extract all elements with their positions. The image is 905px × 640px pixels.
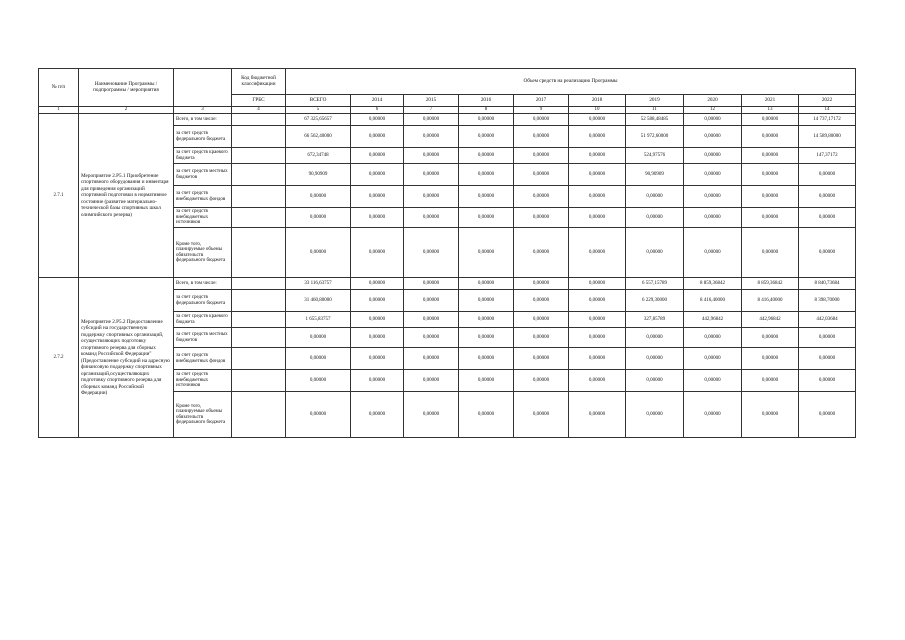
year-value: 0,00000 xyxy=(459,328,514,348)
header-volume: Объем средств на реализацию Программы xyxy=(286,69,856,95)
year-value: 0,00000 xyxy=(684,328,742,348)
grbs-cell xyxy=(232,126,286,148)
year-value: 0,00000 xyxy=(684,208,742,228)
year-value: 90,90909 xyxy=(626,164,684,186)
column-number: 3 xyxy=(174,107,232,114)
year-value: 0,00000 xyxy=(459,278,514,290)
year-value: 0,00000 xyxy=(514,126,569,148)
year-value: 52 588,48485 xyxy=(626,114,684,126)
total-value: 0,00000 xyxy=(286,186,351,208)
year-value: 0,00000 xyxy=(404,278,459,290)
year-value: 0,00000 xyxy=(514,186,569,208)
year-value: 0,00000 xyxy=(351,186,404,208)
funding-source-label: Кроме того, планируемые объемы обязательств федерального бюджета xyxy=(174,228,232,278)
header-num: № п/п xyxy=(39,69,79,107)
year-value: 0,00000 xyxy=(684,114,742,126)
grbs-cell xyxy=(232,278,286,290)
year-value: 8 840,73684 xyxy=(799,278,856,290)
year-value: 442,03684 xyxy=(799,312,856,328)
year-value: 0,00000 xyxy=(351,348,404,370)
grbs-cell xyxy=(232,164,286,186)
header-year: 2018 xyxy=(569,95,626,107)
column-number: 12 xyxy=(684,107,742,114)
year-value: 0,00000 xyxy=(569,290,626,312)
year-value: 0,00000 xyxy=(569,208,626,228)
year-value: 0,00000 xyxy=(626,208,684,228)
grbs-cell xyxy=(232,328,286,348)
year-value: 0,00000 xyxy=(459,164,514,186)
funding-source-label: за счет средств внебюджетных фондов xyxy=(174,186,232,208)
year-value: 0,00000 xyxy=(514,208,569,228)
grbs-cell xyxy=(232,114,286,126)
year-value: 0,00000 xyxy=(351,328,404,348)
year-value: 147,37172 xyxy=(799,148,856,164)
column-number: 10 xyxy=(569,107,626,114)
header-year: 2019 xyxy=(626,95,684,107)
year-value: 14 737,17172 xyxy=(799,114,856,126)
year-value: 0,00000 xyxy=(684,148,742,164)
column-number: 14 xyxy=(799,107,856,114)
total-value: 31 460,80000 xyxy=(286,290,351,312)
year-value: 0,00000 xyxy=(569,228,626,278)
year-value: 0,00000 xyxy=(351,208,404,228)
year-value: 0,00000 xyxy=(742,148,799,164)
year-value: 0,00000 xyxy=(514,278,569,290)
header-code: Код бюджетной классификации xyxy=(232,69,286,95)
header-year: 2021 xyxy=(742,95,799,107)
grbs-cell xyxy=(232,312,286,328)
year-value: 327,85789 xyxy=(626,312,684,328)
funding-source-label: за счет средств федерального бюджета xyxy=(174,290,232,312)
year-value: 0,00000 xyxy=(404,348,459,370)
table-row xyxy=(39,114,856,126)
year-value: 0,00000 xyxy=(799,208,856,228)
year-value: 0,00000 xyxy=(799,164,856,186)
total-value: 0,00000 xyxy=(286,228,351,278)
year-value: 0,00000 xyxy=(569,186,626,208)
year-value: 0,00000 xyxy=(351,370,404,392)
total-value: 0,00000 xyxy=(286,392,351,438)
grbs-cell xyxy=(232,348,286,370)
year-value: 8 416,40000 xyxy=(684,290,742,312)
year-value: 8 398,70000 xyxy=(799,290,856,312)
year-value: 0,00000 xyxy=(351,114,404,126)
total-value: 90,90909 xyxy=(286,164,351,186)
year-value: 0,00000 xyxy=(742,126,799,148)
column-number: 2 xyxy=(79,107,174,114)
funding-source-label: за счет средств внебюджетных источников xyxy=(174,208,232,228)
year-value: 0,00000 xyxy=(404,208,459,228)
year-value: 0,00000 xyxy=(742,186,799,208)
year-value: 0,00000 xyxy=(459,114,514,126)
grbs-cell xyxy=(232,148,286,164)
table-body xyxy=(39,114,856,438)
total-value: 33 116,63757 xyxy=(286,278,351,290)
year-value: 0,00000 xyxy=(626,348,684,370)
year-value: 524,97576 xyxy=(626,148,684,164)
column-number: 9 xyxy=(514,107,569,114)
year-value: 0,00000 xyxy=(684,186,742,208)
funding-source-label: за счет средств местных бюджетов xyxy=(174,328,232,348)
funding-source-label: Всего, в том числе: xyxy=(174,278,232,290)
year-value: 0,00000 xyxy=(351,164,404,186)
column-number: 11 xyxy=(626,107,684,114)
year-value: 0,00000 xyxy=(626,228,684,278)
year-value: 0,00000 xyxy=(514,148,569,164)
year-value: 0,00000 xyxy=(404,228,459,278)
year-value: 0,00000 xyxy=(799,348,856,370)
year-value: 0,00000 xyxy=(404,370,459,392)
year-value: 0,00000 xyxy=(742,208,799,228)
year-value: 0,00000 xyxy=(351,228,404,278)
year-value: 0,00000 xyxy=(569,148,626,164)
year-value: 8 416,40000 xyxy=(742,290,799,312)
header-year: 2020 xyxy=(684,95,742,107)
header-year: 2017 xyxy=(514,95,569,107)
header-year: 2014 xyxy=(351,95,404,107)
funding-source-label: за счет средств краевого бюджета xyxy=(174,312,232,328)
header-blank xyxy=(174,69,232,107)
year-value: 0,00000 xyxy=(404,114,459,126)
table-row xyxy=(39,278,856,290)
year-value: 0,00000 xyxy=(459,186,514,208)
grbs-cell xyxy=(232,228,286,278)
year-value: 0,00000 xyxy=(404,126,459,148)
year-value: 0,00000 xyxy=(514,290,569,312)
year-value: 0,00000 xyxy=(404,290,459,312)
grbs-cell xyxy=(232,290,286,312)
year-value: 0,00000 xyxy=(569,126,626,148)
year-value: 0,00000 xyxy=(626,392,684,438)
header-total: ВСЕГО xyxy=(286,95,351,107)
year-value: 0,00000 xyxy=(569,328,626,348)
section-name: Мероприятие 2.Р5.1 Приобретение спортивного оборудования и инвентаря для приведения организаций спортивной подготовки в нормативное состояние (развитие материально-технической базы спортивных школ олимпийского резерва) xyxy=(79,114,174,278)
column-number: 5 xyxy=(286,107,351,114)
grbs-cell xyxy=(232,186,286,208)
year-value: 0,00000 xyxy=(799,228,856,278)
total-value: 0,00000 xyxy=(286,370,351,392)
year-value: 0,00000 xyxy=(514,228,569,278)
year-value: 0,00000 xyxy=(742,228,799,278)
year-value: 0,00000 xyxy=(799,328,856,348)
year-value: 0,00000 xyxy=(684,392,742,438)
year-value: 0,00000 xyxy=(351,126,404,148)
year-value: 0,00000 xyxy=(514,348,569,370)
year-value: 8 859,36842 xyxy=(742,278,799,290)
year-value: 0,00000 xyxy=(404,186,459,208)
column-number: 8 xyxy=(459,107,514,114)
funding-source-label: за счет средств федерального бюджета xyxy=(174,126,232,148)
funding-source-label: за счет средств внебюджетных фондов xyxy=(174,348,232,370)
total-value: 1 655,83757 xyxy=(286,312,351,328)
funding-source-label: Всего, в том числе: xyxy=(174,114,232,126)
year-value: 0,00000 xyxy=(569,370,626,392)
column-number: 4 xyxy=(232,107,286,114)
year-value: 0,00000 xyxy=(459,228,514,278)
year-value: 0,00000 xyxy=(459,348,514,370)
total-value: 672,34748 xyxy=(286,148,351,164)
year-value: 8 859,36842 xyxy=(684,278,742,290)
year-value: 0,00000 xyxy=(404,312,459,328)
year-value: 51 972,60000 xyxy=(626,126,684,148)
year-value: 442,96842 xyxy=(684,312,742,328)
year-value: 0,00000 xyxy=(742,348,799,370)
header-year: 2015 xyxy=(404,95,459,107)
year-value: 0,00000 xyxy=(742,370,799,392)
year-value: 0,00000 xyxy=(684,370,742,392)
section-number: 2.7.2 xyxy=(39,278,79,438)
year-value: 6 557,15789 xyxy=(626,278,684,290)
year-value: 0,00000 xyxy=(514,312,569,328)
year-value: 0,00000 xyxy=(514,164,569,186)
year-value: 0,00000 xyxy=(569,278,626,290)
total-value: 0,00000 xyxy=(286,328,351,348)
section-number: 2.7.1 xyxy=(39,114,79,278)
year-value: 0,00000 xyxy=(459,392,514,438)
grbs-cell xyxy=(232,370,286,392)
year-value: 0,00000 xyxy=(569,164,626,186)
year-value: 0,00000 xyxy=(459,208,514,228)
year-value: 0,00000 xyxy=(742,114,799,126)
total-value: 0,00000 xyxy=(286,208,351,228)
year-value: 0,00000 xyxy=(799,186,856,208)
year-value: 0,00000 xyxy=(514,114,569,126)
year-value: 0,00000 xyxy=(404,328,459,348)
year-value: 0,00000 xyxy=(404,164,459,186)
year-value: 0,00000 xyxy=(626,328,684,348)
year-value: 0,00000 xyxy=(799,370,856,392)
header-year: 2022 xyxy=(799,95,856,107)
year-value: 0,00000 xyxy=(569,392,626,438)
year-value: 0,00000 xyxy=(684,126,742,148)
year-value: 0,00000 xyxy=(459,126,514,148)
year-value: 14 589,80000 xyxy=(799,126,856,148)
column-number: 1 xyxy=(39,107,79,114)
year-value: 0,00000 xyxy=(684,228,742,278)
program-funding-table xyxy=(38,68,856,438)
header-year: 2016 xyxy=(459,95,514,107)
year-value: 0,00000 xyxy=(626,186,684,208)
year-value: 0,00000 xyxy=(351,278,404,290)
column-number: 7 xyxy=(404,107,459,114)
funding-source-label: за счет средств внебюджетных источников xyxy=(174,370,232,392)
year-value: 0,00000 xyxy=(742,328,799,348)
total-value: 0,00000 xyxy=(286,348,351,370)
year-value: 0,00000 xyxy=(351,148,404,164)
year-value: 0,00000 xyxy=(514,328,569,348)
total-value: 66 562,40000 xyxy=(286,126,351,148)
year-value: 0,00000 xyxy=(569,312,626,328)
grbs-cell xyxy=(232,392,286,438)
year-value: 0,00000 xyxy=(351,290,404,312)
year-value: 0,00000 xyxy=(459,370,514,392)
year-value: 0,00000 xyxy=(404,148,459,164)
year-value: 0,00000 xyxy=(404,392,459,438)
year-value: 0,00000 xyxy=(514,370,569,392)
year-value: 0,00000 xyxy=(569,114,626,126)
year-value: 0,00000 xyxy=(351,392,404,438)
funding-source-label: Кроме того, планируемые объемы обязательств федерального бюджета xyxy=(174,392,232,438)
funding-source-label: за счет средств местных бюджетов xyxy=(174,164,232,186)
year-value: 0,00000 xyxy=(742,164,799,186)
year-value: 6 229,30000 xyxy=(626,290,684,312)
column-number: 6 xyxy=(351,107,404,114)
funding-source-label: за счет средств краевого бюджета xyxy=(174,148,232,164)
year-value: 0,00000 xyxy=(351,312,404,328)
header-grbs: ГРБС xyxy=(232,95,286,107)
year-value: 0,00000 xyxy=(459,290,514,312)
section-name: Мероприятие 2.Р5.2 Предоставление субсидий на государственную поддержку спортивных организаций, осуществляющих подготовку спортивного резерва для сборных команд Российской Федерации" (Предоставление субсидий на адресную финансовую поддержку спортивных организаций,осуществляющих подготовку спортивного резерва для сборных команд Российской Федерации) xyxy=(79,278,174,438)
total-value: 67 325,65657 xyxy=(286,114,351,126)
year-value: 442,96842 xyxy=(742,312,799,328)
year-value: 0,00000 xyxy=(459,312,514,328)
column-number: 13 xyxy=(742,107,799,114)
year-value: 0,00000 xyxy=(684,164,742,186)
grbs-cell xyxy=(232,208,286,228)
year-value: 0,00000 xyxy=(514,392,569,438)
year-value: 0,00000 xyxy=(742,392,799,438)
year-value: 0,00000 xyxy=(459,148,514,164)
year-value: 0,00000 xyxy=(569,348,626,370)
year-value: 0,00000 xyxy=(626,370,684,392)
year-value: 0,00000 xyxy=(799,392,856,438)
year-value: 0,00000 xyxy=(684,348,742,370)
header-name: Наименование Программы / подпрограммы / мероприятия xyxy=(79,69,174,107)
